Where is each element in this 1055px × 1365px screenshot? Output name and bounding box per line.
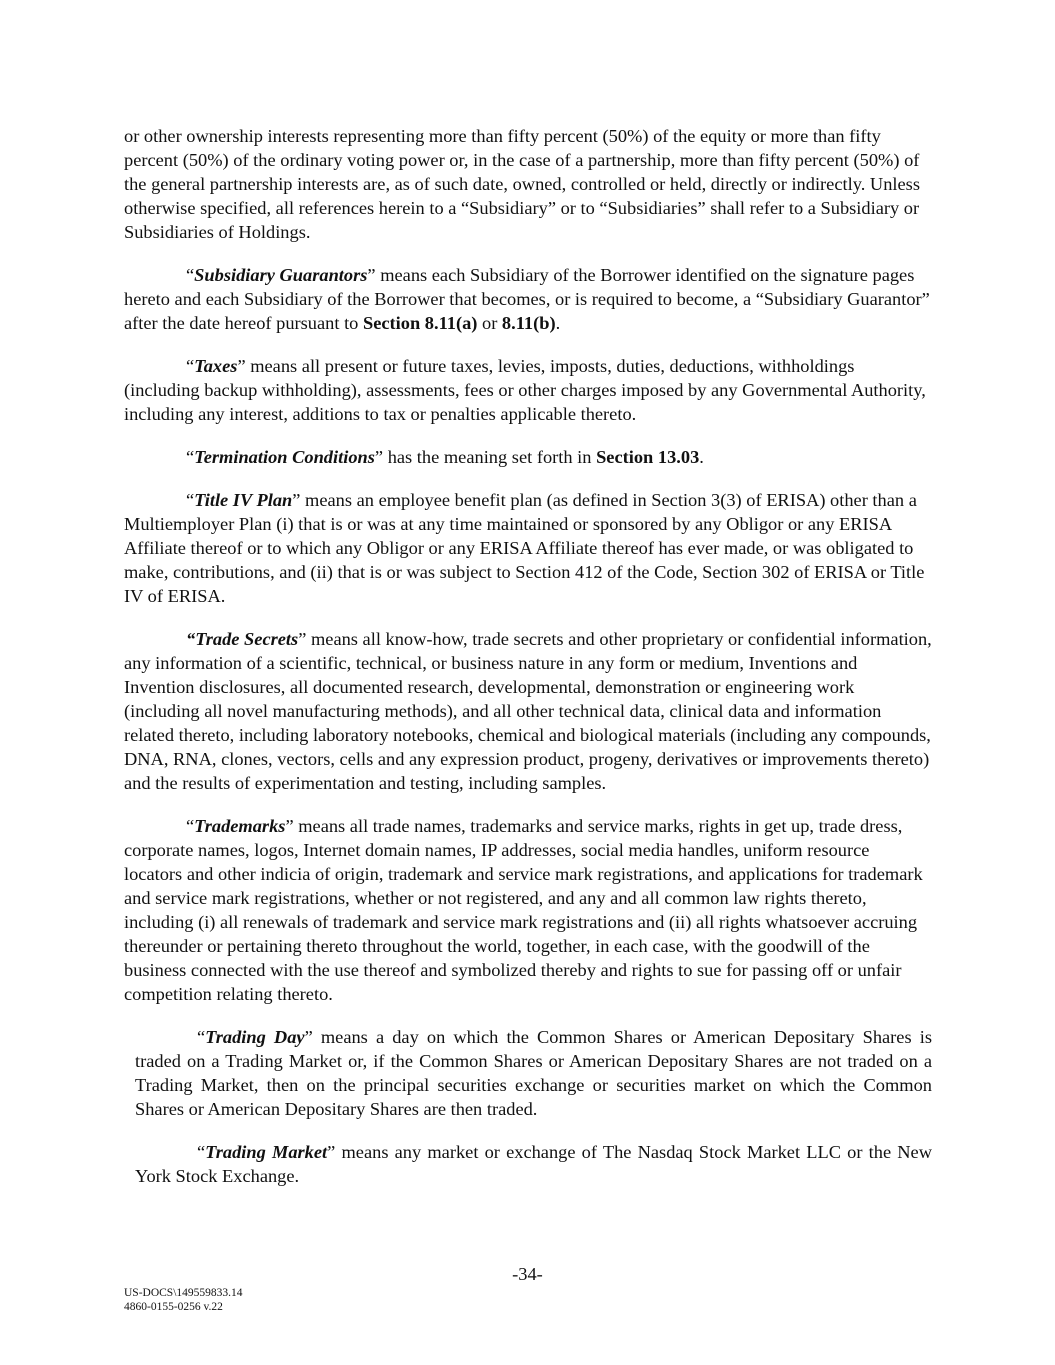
definition-text: means a day on which the Common Shares or American Depositary Shares is traded on a Trading Market or, if the Common Shares or American Depositary Shares are not traded on a Trading Market, then on the principal securities exchange or securities market on which the Common Shares or American Depositary Shares are then traded. [135,1027,932,1119]
definition-text: . [555,313,561,333]
close-quote: ” [327,1142,336,1162]
definition-trademarks [124,814,932,1006]
section-reference: Section 13.03 [596,447,700,467]
defined-term: “Trade Secrets [186,629,299,649]
close-quote: ” [285,816,294,836]
definition-trading-market [135,1140,932,1188]
paragraph-subsidiary-continued: or other ownership interests representing more than fifty percent (50%) of the equity or more than fifty percent (50%) of the ordinary voting power or, in the case of a partnership, more than fifty percent (50%) of the general partnership interests are, as of such date, owned, controlled or held, directly or indirectly. Unless otherwise specified, all references herein to a “Subsidiary” or to “Subsidiaries” shall refer to a Subsidiary or Subsidiaries of Holdings. [124,126,920,242]
open-quote: “ [186,356,195,376]
defined-term: Taxes [194,356,238,376]
definition-trade-secrets [124,627,932,795]
definition-text: means any market or exchange of The Nasdaq Stock Market LLC or the New York Stock Exchange. [135,1142,932,1186]
open-quote: “ [186,816,195,836]
open-quote: “ [197,1027,206,1047]
document-reference [124,1286,243,1314]
section-reference: 8.11(b) [501,313,556,333]
doc-ref-line-1: US-DOCS\149559833.14 [124,1287,243,1299]
definition-termination-conditions [124,445,932,469]
page-number: -34- [512,1264,543,1284]
defined-term: Title IV Plan [194,490,293,510]
defined-term: Trademarks [194,816,286,836]
close-quote: ” [367,265,376,285]
close-quote: ” [237,356,246,376]
close-quote: ” [298,629,307,649]
open-quote: “ [186,447,195,467]
close-quote: ” [304,1027,313,1047]
close-quote: ” [374,447,384,467]
document-page [124,124,932,1207]
open-quote: “ [186,490,195,510]
open-quote: “ [197,1142,206,1162]
defined-term: Subsidiary Guarantors [194,265,368,285]
definition-text: has the meaning set forth in [383,447,597,467]
doc-ref-line-2: 4860-0155-0256 v.22 [124,1301,223,1313]
definition-text: means all present or future taxes, levies, imposts, duties, deductions, withholdings (including backup withholding), assessments, fees or other charges imposed by any Governmental Authority, including any interest, additions to tax or penalties applicable thereto. [124,356,926,424]
open-quote: “ [186,265,195,285]
definition-text: means each Subsidiary of the Borrower identified on the signature pages hereto and each Subsidiary of the Borrower that becomes, or is required to become, a “Subsidiary Guarantor” after the date hereof pursuant to [124,265,930,333]
defined-term: Termination Conditions [194,447,375,467]
definition-trading-day [135,1025,932,1121]
definition-text: means all know-how, trade secrets and other proprietary or confidential information, any information of a scientific, technical, or business nature in any form or medium, Inventions and Invention disclosures, all documented research, developmental, demonstration or engineering work (including all novel manufacturing methods), and all other technical data, clinical data and information related thereto, including laboratory notebooks, chemical and biological materials (including any compounds, DNA, RNA, clones, vectors, cells and any expression product, progeny, derivatives or improvements thereto) and the results of experimentation and testing, including samples. [124,629,932,793]
definition-text: means all trade names, trademarks and service marks, rights in get up, trade dress, corporate names, logos, Internet domain names, IP addresses, social media handles, uniform resource locators and other indicia of origin, trademark and service mark registrations, and applications for trademark and service mark registrations, whether or not registered, and any and all common law rights thereto, including (i) all renewals of trademark and service mark registrations and (ii) all rights whatsoever accruing thereunder or pertaining thereto throughout the world, together, in each case, with the goodwill of the business connected with the use thereof and symbolized thereby and rights to sue for passing off or unfair competition relating thereto. [124,816,923,1004]
defined-term: Trading Market [205,1142,328,1162]
defined-term: Trading Day [205,1027,305,1047]
definition-taxes [124,354,932,426]
definition-text: . [699,447,704,467]
section-reference: Section 8.11(a) [362,313,478,333]
definition-subsidiary-guarantors [124,263,932,335]
close-quote: ” [292,490,301,510]
definition-text: or [477,313,502,333]
definition-title-iv-plan [124,488,932,608]
definition-text: means an employee benefit plan (as defined in Section 3(3) of ERISA) other than a Multiemployer Plan (i) that is or was at any time maintained or sponsored by any Obligor or any ERISA Affiliate thereof or to which any Obligor or any ERISA Affiliate thereof has ever made, or was obligated to make, contributions, and (ii) that is or was subject to Section 412 of the Code, Section 302 of ERISA or Title IV of ERISA. [124,490,925,606]
